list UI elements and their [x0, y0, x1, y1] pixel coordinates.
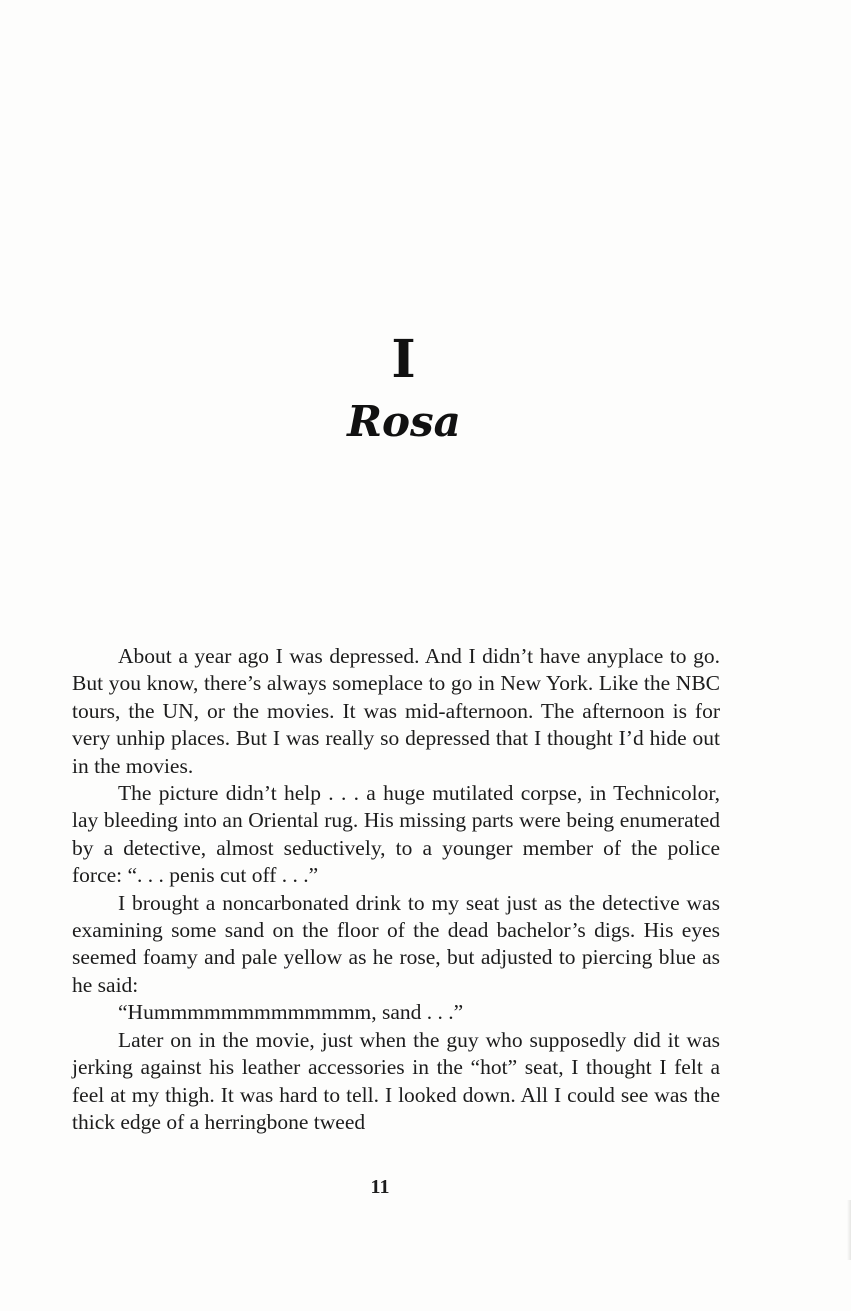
- chapter-title: Rosa: [347, 397, 461, 446]
- paragraph-3: I brought a noncarbonated drink to my seat just as the detective was examining some sand on the floor of the dead bachelor’s digs. His eyes seemed foamy and pale yellow as he rose, but adjusted to piercing blue as he said:: [72, 890, 720, 997]
- chapter-number: I: [391, 329, 417, 390]
- paragraph-5: Later on in the movie, just when the guy who supposedly did it was jerking against his leather accessories in the “hot” seat, I thought I felt a feel at my thigh. It was hard to tell. I looked down. All I could see was the thick edge of a herringbone tweed: [72, 1027, 720, 1134]
- page-edge-shadow: [847, 1200, 851, 1260]
- paragraph-1: About a year ago I was depressed. And I didn’t have anyplace to go. But you know, there’s always someplace to go in New York. Like the NBC tours, the UN, or the movies. It was mid-afternoon. The afternoon is for very unhip places. But I was really so depressed that I thought I’d hide out in the movies.: [72, 644, 720, 778]
- paragraph-4-dialogue: “Hummmmmmmmmmmmm, sand . . .”: [118, 1000, 464, 1025]
- page-number: 11: [370, 1176, 390, 1198]
- body-text: [72, 643, 720, 1136]
- paragraph-2: The picture didn’t help . . . a huge mutilated corpse, in Technicolor, lay bleeding into an Oriental rug. His missing parts were being enumerated by a detective, almost seductively, to a younger member of the police force: “. . . penis cut off . . .”: [72, 781, 720, 888]
